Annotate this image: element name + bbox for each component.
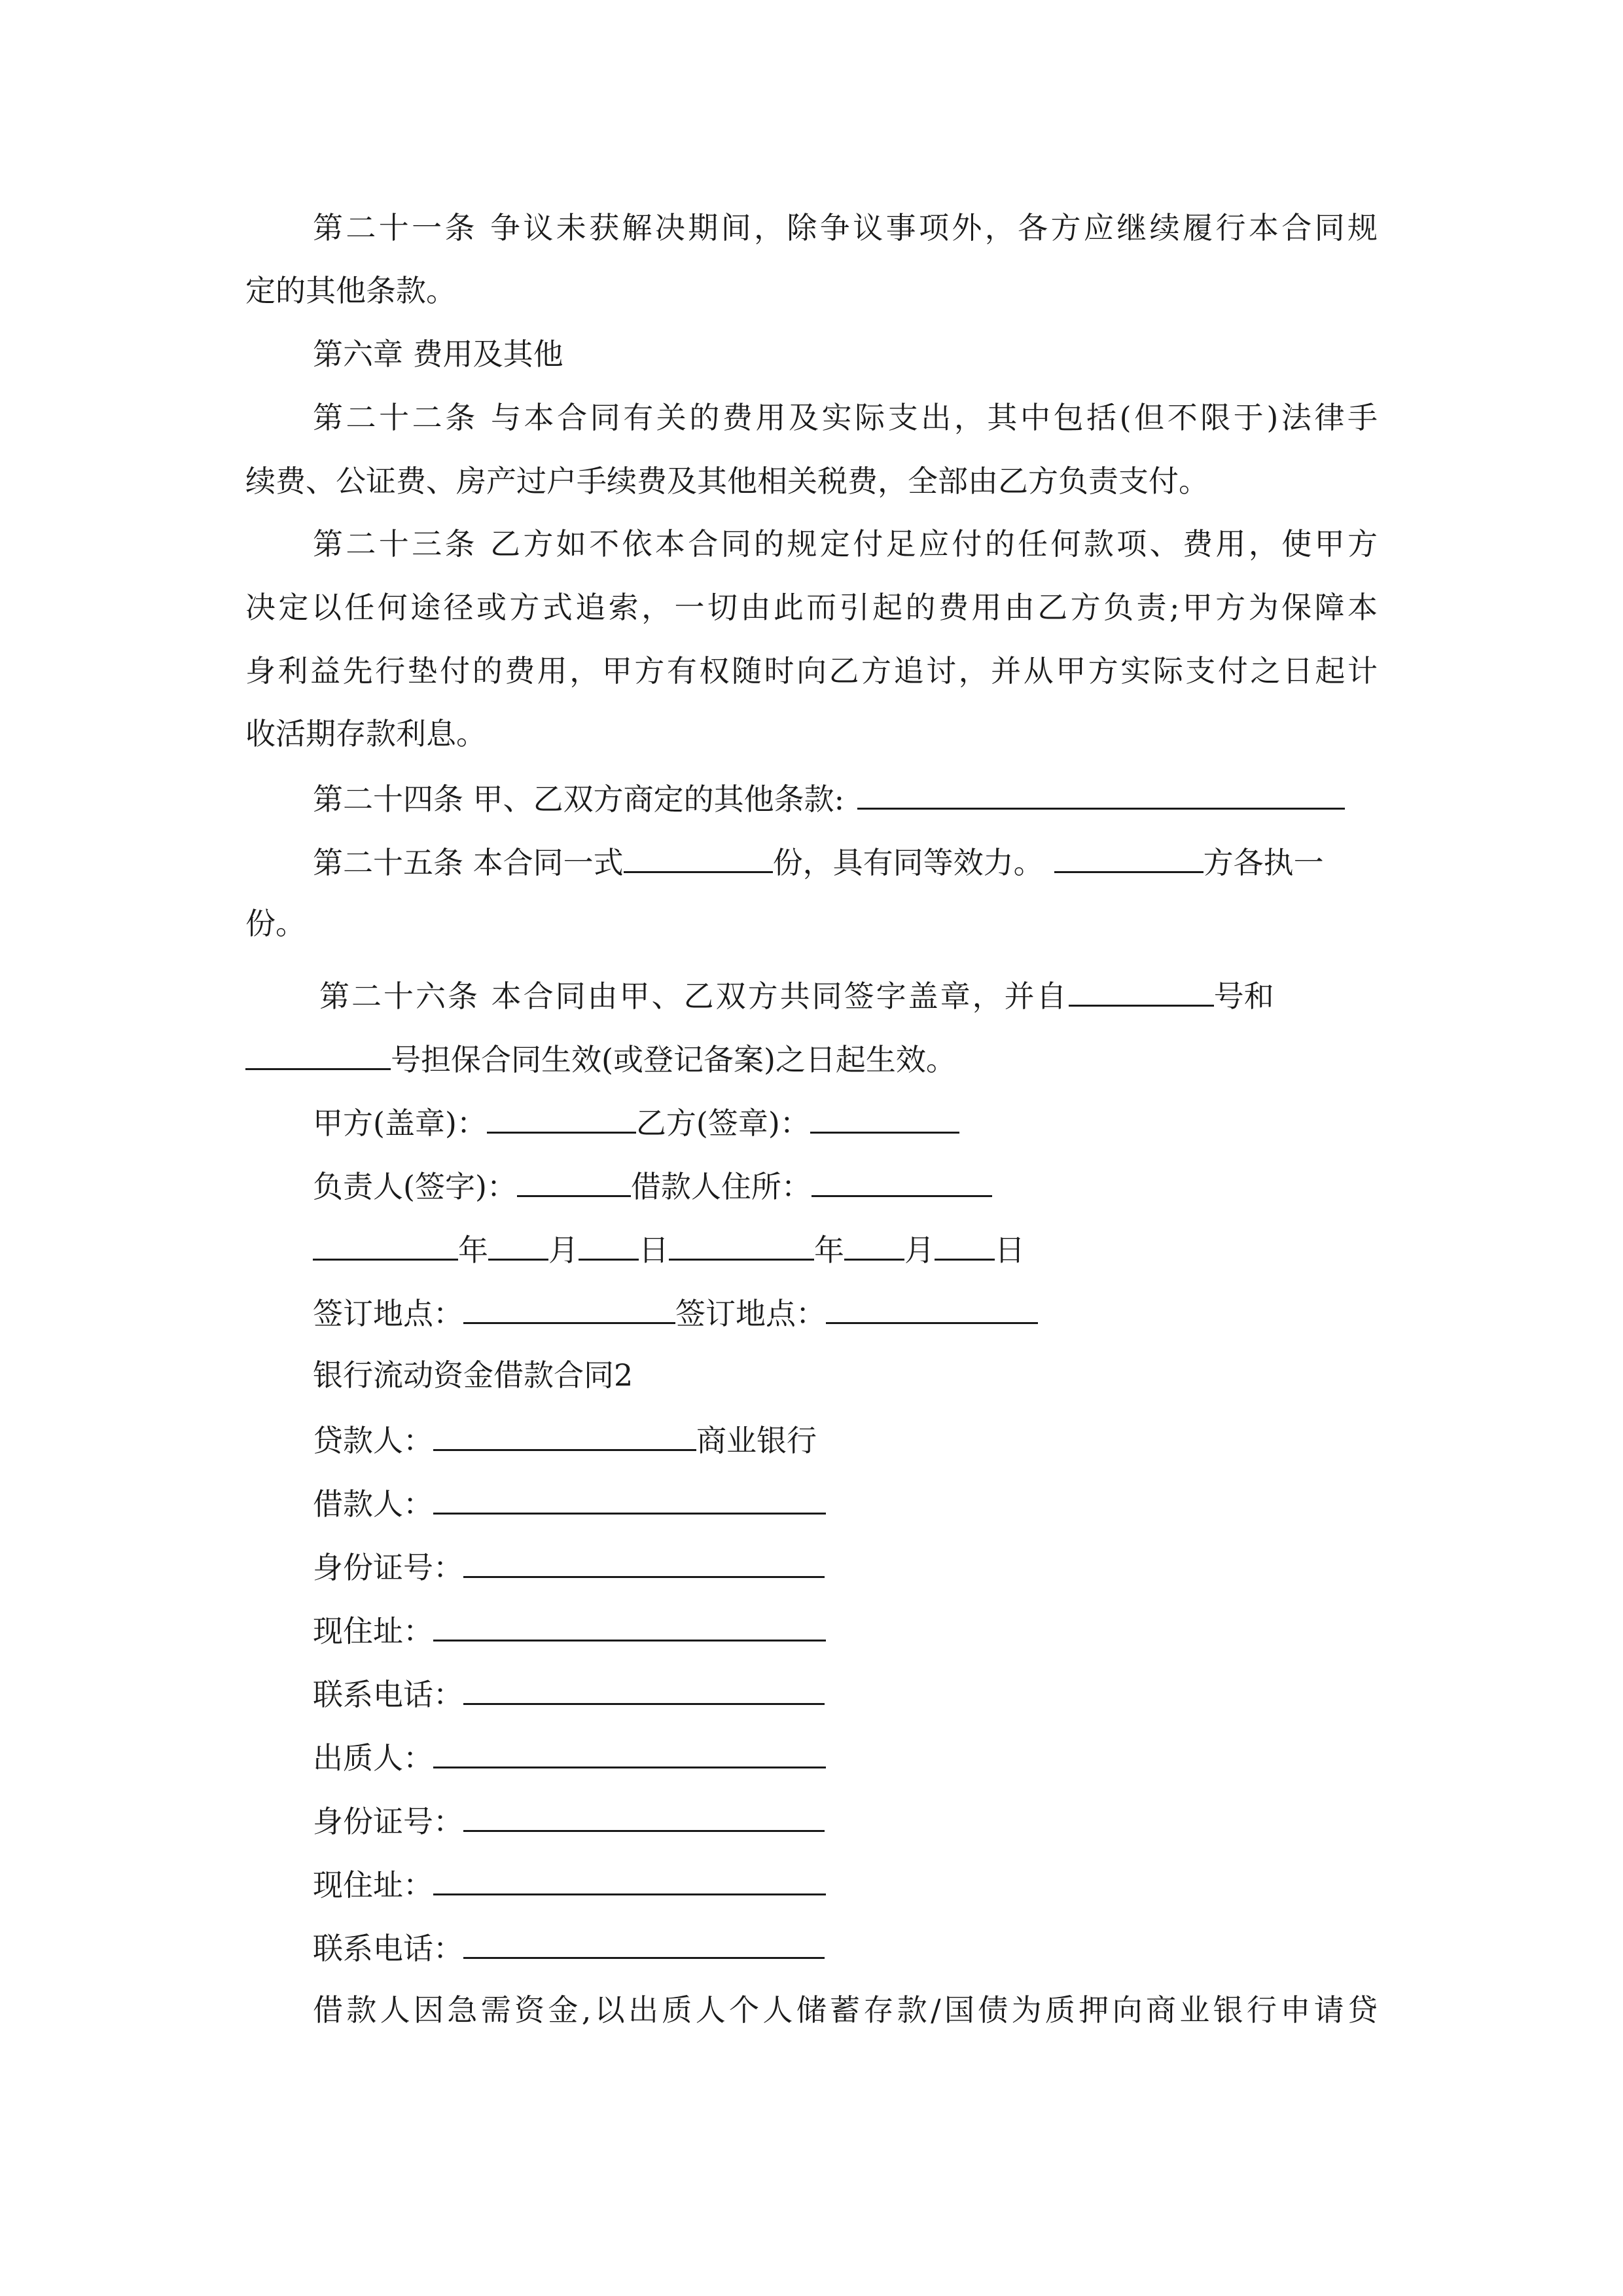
id-row-1: [313, 1546, 1445, 1585]
clause-26-line-2: [245, 1038, 1378, 1077]
address-blank-1[interactable]: [433, 1609, 826, 1641]
clause-26-line-2-text: 号担保合同生效(或登记备案)之日起生效。: [391, 1042, 956, 1077]
clause-24-blank[interactable]: [857, 778, 1345, 810]
clause-25-line-2: 份。: [245, 906, 306, 941]
lender-suffix: 商业银行: [696, 1423, 817, 1458]
clause-25-part-2: 份，具有同等效力。: [772, 845, 1044, 880]
date-b-year-label: 年: [814, 1232, 844, 1268]
id-blank-1[interactable]: [463, 1546, 825, 1578]
pledgor-row: [313, 1736, 1445, 1776]
date-b-month-label: 月: [904, 1232, 935, 1268]
phone-row-2: [313, 1927, 1445, 1966]
id-label-2: 身份证号：: [313, 1804, 463, 1839]
id-label-1: 身份证号：: [313, 1550, 463, 1585]
clause-26-part-1: 第二十六条 本合同由甲、乙双方共同签字盖章，并自: [319, 978, 1069, 1014]
address-label-2: 现住址：: [313, 1867, 433, 1903]
sign-place-1-label: 签订地点：: [313, 1296, 463, 1331]
id-blank-2[interactable]: [463, 1800, 825, 1832]
responsible-label: 负责人(签字)：: [313, 1169, 517, 1204]
date-a-month-label: 月: [548, 1232, 579, 1268]
lender-blank[interactable]: [433, 1419, 696, 1451]
date-a-year-label: 年: [458, 1232, 488, 1268]
borrower-row: [313, 1482, 1445, 1522]
signature-row-responsible: [313, 1165, 1445, 1204]
date-a-day-blank[interactable]: [579, 1229, 639, 1261]
copies-count-blank[interactable]: [624, 841, 773, 873]
pledgor-label: 出质人：: [313, 1740, 433, 1776]
borrower-address-label: 借款人住所：: [630, 1169, 812, 1204]
clause-25: [313, 841, 1445, 880]
clause-26-part-2: 号和: [1213, 978, 1274, 1014]
clause-26-number-blank-2[interactable]: [245, 1038, 391, 1070]
clause-25-part-1: 第二十五条 本合同一式: [313, 845, 624, 880]
clause-22-line-1: 第二十二条 与本合同有关的费用及实际支出，其中包括(但不限于)法律手: [313, 400, 1378, 435]
pledgor-blank[interactable]: [433, 1736, 826, 1768]
lender-row: [313, 1419, 1445, 1458]
date-a-month-blank[interactable]: [488, 1229, 548, 1261]
clause-25-part-3: 方各执一: [1203, 845, 1324, 880]
clause-21-line-1: 第二十一条 争议未获解决期间，除争议事项外，各方应继续履行本合同规: [313, 210, 1378, 245]
address-row-1: [313, 1609, 1445, 1649]
sign-place-2-blank[interactable]: [826, 1292, 1038, 1324]
clause-24: [313, 778, 1445, 817]
phone-label-1: 联系电话：: [313, 1677, 463, 1712]
address-label-1: 现住址：: [313, 1613, 433, 1649]
contract-2-closing-line: 借款人因急需资金,以出质人个人储蓄存款/国债为质押向商业银行申请贷: [313, 1992, 1378, 2028]
lender-label: 贷款人：: [313, 1423, 433, 1458]
clause-23-line-4: 收活期存款利息。: [245, 716, 486, 751]
borrower-blank[interactable]: [433, 1482, 826, 1515]
clause-23-line-3: 身利益先行垫付的费用，甲方有权随时向乙方追讨，并从甲方实际支付之日起计: [245, 653, 1378, 689]
clause-26-number-blank-1[interactable]: [1069, 975, 1214, 1007]
party-b-blank[interactable]: [810, 1102, 959, 1134]
signature-row-dates: [313, 1229, 1445, 1268]
phone-label-2: 联系电话：: [313, 1931, 463, 1966]
responsible-blank[interactable]: [517, 1165, 631, 1197]
borrower-address-blank[interactable]: [812, 1165, 992, 1197]
clause-22-line-2: 续费、公证费、房产过户手续费及其他相关税费，全部由乙方负责支付。: [245, 463, 1209, 499]
date-b-year-blank[interactable]: [669, 1229, 814, 1261]
id-row-2: [313, 1800, 1445, 1839]
clause-26: [319, 975, 1378, 1014]
phone-blank-1[interactable]: [463, 1673, 825, 1705]
each-party-blank[interactable]: [1054, 841, 1204, 873]
date-a-day-label: 日: [639, 1232, 669, 1268]
phone-blank-2[interactable]: [463, 1927, 825, 1959]
date-a-year-blank[interactable]: [313, 1229, 458, 1261]
address-row-2: [313, 1863, 1445, 1903]
borrower-label: 借款人：: [313, 1486, 433, 1522]
date-b-day-label: 日: [995, 1232, 1025, 1268]
date-b-day-blank[interactable]: [935, 1229, 995, 1261]
sign-place-1-blank[interactable]: [463, 1292, 675, 1324]
address-blank-2[interactable]: [433, 1863, 826, 1895]
party-a-label: 甲方(盖章)：: [313, 1105, 487, 1141]
sign-place-2-label: 签订地点：: [675, 1296, 826, 1331]
contract-2-title: 银行流动资金借款合同2: [313, 1357, 633, 1393]
party-b-label: 乙方(签章)：: [635, 1105, 810, 1141]
phone-row-1: [313, 1673, 1445, 1712]
clause-24-label: 第二十四条 甲、乙双方商定的其他条款:: [313, 781, 845, 817]
clause-23-line-2: 决定以任何途径或方式追索，一切由此而引起的费用由乙方负责;甲方为保障本: [245, 590, 1378, 625]
clause-21-line-2: 定的其他条款。: [245, 273, 456, 308]
date-b-month-blank[interactable]: [844, 1229, 904, 1261]
party-a-blank[interactable]: [487, 1102, 636, 1134]
chapter-6-title: 第六章 费用及其他: [313, 336, 563, 372]
signature-row-places: [313, 1292, 1445, 1331]
signature-row-parties: [313, 1102, 1445, 1141]
clause-23-line-1: 第二十三条 乙方如不依本合同的规定付足应付的任何款项、费用，使甲方: [313, 526, 1378, 562]
